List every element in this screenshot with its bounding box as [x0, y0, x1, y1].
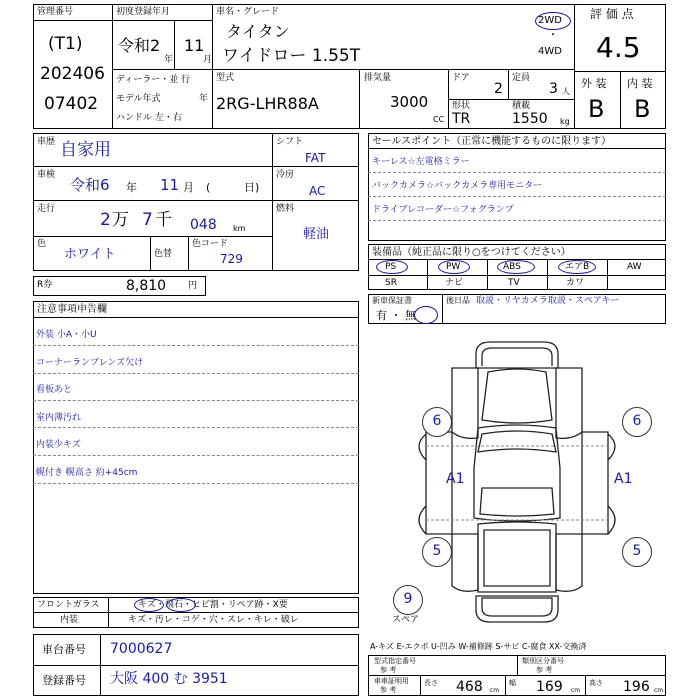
- mileage-man: 2: [100, 210, 111, 230]
- first-reg-year-char: 年: [164, 55, 174, 65]
- glass-scratch-circle: [134, 598, 164, 612]
- accessories-value: 取説・リヤカメラ取説・スペアキー: [476, 296, 620, 306]
- warranty-options: 有 ・ 無: [376, 309, 416, 322]
- type-designation-label: 型式指定番号: [374, 657, 416, 665]
- note-item: 内装少キズ: [36, 440, 81, 450]
- displacement-unit: CC: [433, 115, 445, 124]
- sales-point-item: ドライブレコーダー☆フォグランプ: [372, 205, 514, 215]
- registration-value: 大阪 400 む 3951: [110, 671, 228, 687]
- equip-leather: カワ: [566, 278, 585, 288]
- inspection-era: 令和6: [70, 176, 110, 194]
- color-code-value: 729: [220, 252, 243, 266]
- interior-damage-options: キズ・汚レ・コゲ・穴・スレ・キレ・破レ: [128, 615, 299, 625]
- inspection-month: 11: [160, 176, 180, 194]
- header-frame: [33, 4, 666, 129]
- equipment-title: 装備品（純正品に限り○をつけてください）: [372, 247, 571, 258]
- width-value: 169: [536, 679, 563, 695]
- equip-abs: ABS: [503, 262, 521, 272]
- drive-dot: ・: [548, 30, 558, 41]
- mgmt-no1: 202406: [40, 64, 105, 84]
- interior-grade: B: [634, 95, 651, 123]
- interior-damage-label: 内装: [60, 615, 79, 625]
- color-change-label: 色替: [154, 249, 173, 259]
- equip-sr: SR: [385, 278, 397, 288]
- warranty-label: 新車保証書: [372, 296, 412, 305]
- damage-mark-side-right: A1: [614, 471, 633, 487]
- damage-mark-rear-right: 5: [622, 537, 652, 567]
- note-item: 外装 小A・小U: [36, 330, 97, 340]
- registration-label: 登録番号: [42, 674, 86, 687]
- cert-label: 車車証明用: [374, 677, 409, 685]
- sales-point-item: バックカメラ☆バックカメラ専用モニター: [372, 181, 543, 191]
- mileage-sen: 7: [142, 210, 153, 230]
- color-code-label: 色コード: [192, 239, 229, 249]
- equip-airbag: エアB: [565, 262, 590, 272]
- ac-value: AC: [309, 184, 326, 198]
- notes-title: 注意事項申告欄: [37, 304, 107, 315]
- inspection-year-char: 年: [126, 181, 137, 194]
- mgmt-label: 管理番号: [37, 7, 74, 17]
- color-label: 色: [37, 239, 47, 249]
- damage-mark-side-left: A1: [446, 471, 465, 487]
- model-label: 車名・グレード: [216, 7, 280, 17]
- first-reg-label: 初度登録年月: [116, 7, 171, 17]
- damage-mark-front-right: 6: [622, 407, 652, 437]
- mileage-label: 走行: [37, 204, 56, 214]
- length-unit: cm: [490, 687, 500, 694]
- shape-value: TR: [452, 111, 471, 127]
- height-unit: cm: [654, 687, 664, 694]
- first-reg-era: 令和2: [118, 36, 161, 55]
- note-item: コーナーランプレンズ欠け: [36, 358, 144, 368]
- load-value: 1550: [512, 111, 548, 127]
- mgmt-no2: 07402: [44, 94, 99, 114]
- score-label: 評 価 点: [590, 7, 634, 21]
- door-value: 2: [494, 81, 503, 97]
- cert-ref: 参 考: [380, 686, 397, 694]
- category-ref: 参 考: [536, 666, 553, 674]
- drive-4wd: 4WD: [538, 46, 562, 57]
- handle-label: ハンドル 左・右: [116, 113, 182, 123]
- damage-mark-front-left: 6: [422, 407, 452, 437]
- recycle-label: R券: [37, 280, 53, 290]
- model-grade: ワイドロー 1.55T: [222, 46, 361, 66]
- model-name: タイタン: [226, 22, 290, 41]
- displacement-label: 排気量: [364, 73, 392, 83]
- length-label: 長さ: [424, 679, 438, 687]
- inspection-month-char: 月: [183, 181, 194, 194]
- fuel-value: 軽油: [303, 227, 330, 242]
- recycle-unit: 円: [188, 281, 198, 291]
- first-reg-month-char: 月: [203, 55, 213, 65]
- equip-pw: PW: [446, 262, 461, 272]
- note-item: 室内薄汚れ: [36, 413, 82, 423]
- inspection-label: 車検: [37, 170, 56, 180]
- front-glass-label: フロントガラス: [37, 600, 100, 610]
- model-year-char: 年: [199, 94, 209, 104]
- spare-label: スペア: [392, 615, 420, 625]
- warranty-selected-circle: [414, 306, 438, 324]
- sales-point-item: キーレス☆左電格ミラー: [372, 157, 470, 167]
- damage-mark-spare: 9: [393, 585, 423, 615]
- chassis-value: 7000627: [110, 641, 173, 657]
- type-designation-ref: 参 考: [380, 666, 397, 674]
- mileage-unit: km: [233, 224, 246, 233]
- mgmt-t: (T1): [48, 34, 83, 54]
- dealer-label: ディーラー・並 行: [116, 75, 191, 85]
- ac-label: 冷房: [276, 170, 295, 180]
- capacity-unit: 人: [562, 87, 570, 96]
- drive-2wd: 2WD: [538, 15, 562, 26]
- interior-label: 内 装: [627, 77, 653, 90]
- displacement-value: 3000: [390, 93, 429, 111]
- width-unit: cm: [571, 687, 581, 694]
- glass-chip-circle: [166, 598, 196, 612]
- mileage-sen-char: 千: [155, 210, 172, 230]
- use-value: 自家用: [60, 140, 111, 160]
- type-label: 型式: [216, 73, 235, 83]
- inspection-paren: (: [206, 181, 211, 194]
- type-value: 2RG-LHR88A: [216, 94, 319, 113]
- door-label: ドア: [452, 73, 470, 83]
- inspection-day: 日): [244, 181, 260, 194]
- equip-navi: ナビ: [445, 278, 464, 288]
- color-value: ホワイト: [64, 247, 116, 262]
- recycle-frame: [33, 276, 206, 296]
- equip-aw: AW: [627, 262, 642, 272]
- note-item: 幌付き 幌高さ 約+45cm: [36, 468, 138, 478]
- height-value: 196: [623, 679, 650, 695]
- first-reg-month: 11: [184, 36, 205, 55]
- shift-value: FAT: [305, 151, 326, 165]
- height-label: 高さ: [589, 679, 603, 687]
- use-label: 車歴: [37, 137, 56, 147]
- sales-points-title: セールスポイント（正常に機能するものに限ります）: [372, 136, 612, 147]
- exterior-label: 外 装: [581, 77, 607, 90]
- front-glass-options: キズ・飛石・ヒビ割・リペア跡・X要: [138, 600, 288, 610]
- equip-ps: PS: [385, 262, 397, 272]
- damage-mark-rear-left: 5: [422, 537, 452, 567]
- load-label: 積載: [512, 101, 531, 111]
- note-item: 看板あと: [36, 385, 73, 395]
- recycle-value: 8,810: [126, 278, 167, 294]
- equip-tv: TV: [508, 278, 520, 288]
- mileage-rest: 048: [190, 217, 217, 233]
- damage-legend: A-キズ E-エクボ U-凹み W-補修跡 S-サビ C-腐食 XX-交換済: [370, 642, 587, 651]
- shape-label: 形状: [452, 101, 471, 111]
- chassis-label: 車台番号: [42, 643, 86, 656]
- load-unit: kg: [560, 117, 570, 126]
- length-value: 468: [456, 679, 483, 695]
- capacity-label: 定員: [512, 73, 531, 83]
- category-label: 類別区分番号: [522, 657, 564, 665]
- shift-label: シフト: [276, 137, 304, 147]
- score-value: 4.5: [596, 31, 641, 64]
- accessories-label: 後日品: [446, 296, 470, 305]
- fuel-label: 燃料: [276, 204, 295, 214]
- exterior-grade: B: [588, 95, 605, 123]
- width-label: 幅: [509, 679, 516, 687]
- mileage-man-char: 万: [112, 210, 129, 230]
- capacity-value: 3: [549, 81, 558, 97]
- model-year-label: モデル年式: [116, 94, 161, 104]
